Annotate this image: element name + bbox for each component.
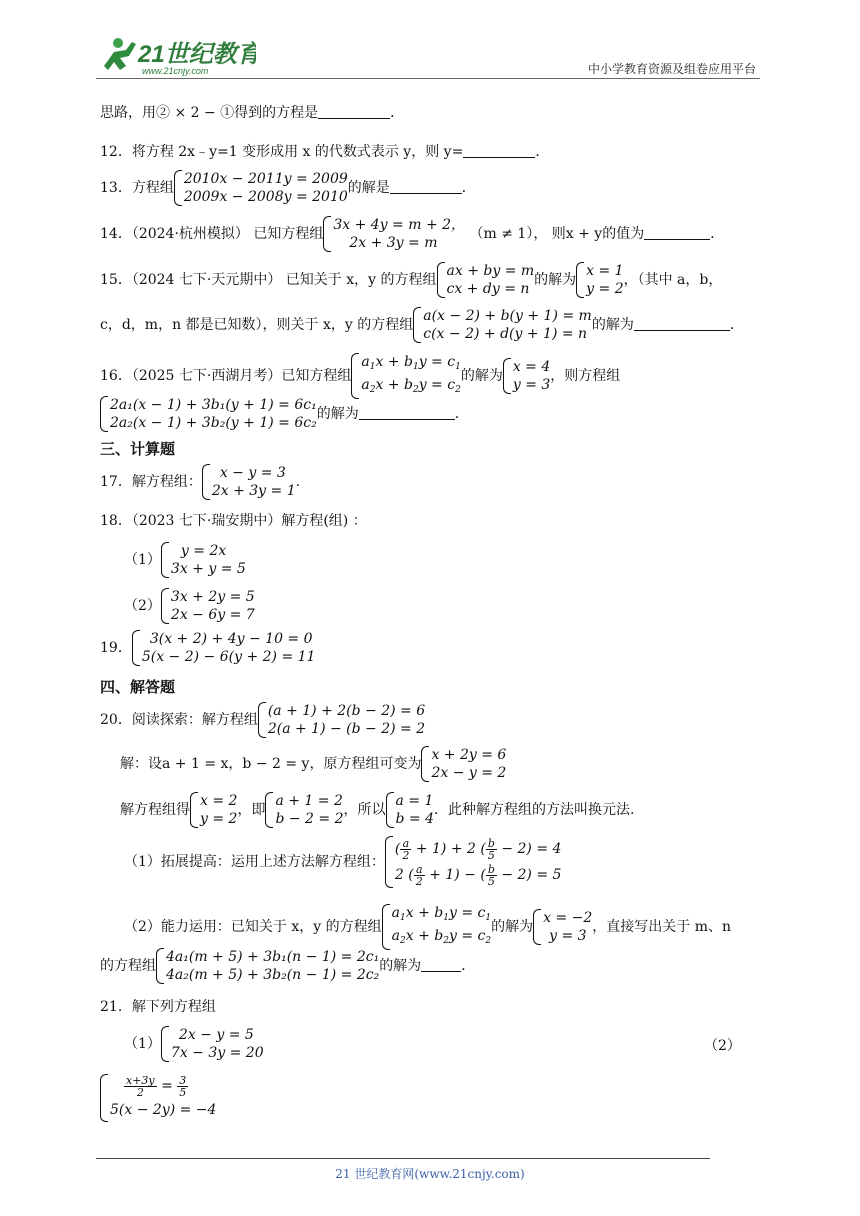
equation-system: 3x + 4y = m + 2， 2x + 3y = m [323, 216, 465, 252]
equation-system: $\frac{x+3y}{2}$ = $\frac{3}{5}$ 5(x − 2y) = −4 [100, 1074, 216, 1122]
q15-line1: 15．（2024 七下·天元期中） 已知关于 x，y 的方程组 ax + by = m cx + dy = n 的解为 x = 1 y = 2 ，（其中 a，b， [100, 263, 723, 297]
logo-url-text: www.21cnjy.com [142, 66, 209, 76]
equation-system: (a + 1) + 2(b − 2) = 6 2(a + 1) − (b − 2) = 2 [258, 702, 425, 738]
equation-system: a(x − 2) + b(y + 1) = m c(x − 2) + d(y + 1) = n [413, 307, 592, 343]
q20-part2-line1: （2）能力运用：已知关于 x，y 的方程组 $a_1x + b_1y = c_1$ $a_2x + b_2y = c_2$ 的解为 x = −2 y = 3 ，直接写出关于 m、n [124, 904, 731, 950]
q21-part2-system [100, 1074, 216, 1122]
equation-system: 2010x − 2011y = 2009 2009x − 2008y = 2010 [174, 170, 348, 206]
answer-blank [421, 958, 461, 972]
equation-system: 3(x + 2) + 4y − 10 = 0 5(x − 2) − 6(y + 2) = 11 [132, 630, 316, 666]
equation-system: $a_1x + b_1y = c_1$ $a_2x + b_2y = c_2$ [351, 353, 460, 399]
logo-main-text: 21世纪教育 [138, 41, 256, 68]
solution-system: x = 4 y = 3 [503, 358, 550, 394]
equation-system: x − y = 3 2x + 3y = 1 [202, 464, 296, 500]
answer-blank [318, 105, 390, 119]
q14: 14．（2024·杭州模拟） 已知方程组 3x + 4y = m + 2， 2x + 3y = m （m ≠ 1）， 则x + y的值为 ． [100, 217, 725, 251]
equation-system: ( $\frac{a}{2}$ + 1) + 2 ( $\frac{b}{5}$ − 2) = 4 2 ( $\frac{a}{2}$ + 1) − ( $\frac{b}{5}$ − 2) = 5 [385, 836, 562, 888]
q20-part1: （1）拓展提高：运用上述方法解方程组： ( $\frac{a}{2}$ + 1) + 2 ( $\frac{b}{5}$ − 2) = 4 2 ( $\frac{a}{2}$ + 1) − ( $\frac{b}{5}$ − 2) = 5 [124, 836, 562, 888]
section-heading: 三、计算题 [100, 440, 176, 458]
q21-part1: （1） 2x − y = 5 7x − 3y = 20 [124, 1027, 264, 1061]
equation-system: 3x + 2y = 5 2x − 6y = 7 [161, 588, 255, 624]
equation-system: 2a₁(x − 1) + 3b₁(y + 1) = 6c₁ 2a₂(x − 1) + 3b₂(y + 1) = 6c₂ [100, 396, 317, 432]
answer-blank [359, 406, 455, 420]
equation-system: ax + by = m cx + dy = n [437, 262, 535, 298]
equation-system: y = 2x 3x + y = 5 [161, 542, 246, 578]
q20-title: 20．阅读探索：解方程组 (a + 1) + 2(b − 2) = 6 2(a + 1) − (b − 2) = 2 [100, 703, 426, 737]
q17: 17．解方程组： x − y = 3 2x + 3y = 1 . [100, 465, 301, 499]
q21-part2-label: （2） [704, 1038, 741, 1054]
answer-blank [644, 226, 710, 240]
equation-system: 2x − y = 5 7x − 3y = 20 [161, 1026, 264, 1062]
runner-logo-icon [96, 36, 256, 78]
q15-line2: c，d，m，n 都是已知数），则关于 x，y 的方程组 a(x − 2) + b(y + 1) = m c(x − 2) + d(y + 1) = n 的解为 ． [100, 308, 744, 342]
solution-system: a = 1 b = 4 [386, 792, 435, 828]
q16-line2: 2a₁(x − 1) + 3b₁(y + 1) = 6c₁ 2a₂(x − 1) + 3b₂(y + 1) = 6c₂ 的解为 ． [100, 396, 469, 432]
q20-solution-line1: 解：设a + 1 = x，b − 2 = y，原方程组可变为 x + 2y = 6 2x − y = 2 [120, 747, 507, 781]
q11-tail: 思路，用② × 2 − ①得到的方程是 ． [100, 105, 405, 121]
equation-system: 4a₁(m + 5) + 3b₁(n − 1) = 2c₁ 4a₂(m + 5) + 3b₂(n − 1) = 2c₂ [156, 948, 379, 984]
equation-system: $a_1x + b_1y = c_1$ $a_2x + b_2y = c_2$ [382, 904, 491, 950]
q20-solution-line2: 解方程组得 x = 2 y = 2 ，即 a + 1 = 2 b − 2 = 2 ，所以 a = 1 b = 4 ．此种解方程组的方法叫换元法. [120, 793, 635, 827]
q12: 12．将方程 2x﹣y=1 变形成用 x 的代数式表示 y，则 y= ． [100, 144, 550, 160]
q20-part2-line2: 的方程组 4a₁(m + 5) + 3b₁(n − 1) = 2c₁ 4a₂(m + 5) + 3b₂(n − 1) = 2c₂ 的解为 ． [100, 949, 476, 983]
q21-title: 21．解下列方程组 [100, 999, 216, 1015]
section-heading: 四、解答题 [100, 678, 176, 696]
answer-blank [390, 180, 462, 194]
q16-line1: 16．（2025 七下·西湖月考）已知方程组 $a_1x + b_1y = c_1$ $a_2x + b_2y = c_2$ 的解为 x = 4 y = 3 ，则方程组 [100, 353, 620, 399]
q13: 13．方程组 2010x − 2011y = 2009 2009x − 2008y = 2010 的解是 ． [100, 171, 476, 205]
solution-system: x = 2 y = 2 [190, 792, 237, 828]
q18-part2: （2） 3x + 2y = 5 2x − 6y = 7 [124, 589, 255, 623]
footer-divider [96, 1158, 710, 1159]
solution-system: a + 1 = 2 b − 2 = 2 [265, 792, 343, 828]
site-logo [96, 36, 256, 76]
equation-system: x + 2y = 6 2x − y = 2 [421, 746, 506, 782]
answer-blank [463, 144, 535, 158]
answer-blank [634, 317, 730, 331]
q18-part1: （1） y = 2x 3x + y = 5 [124, 543, 246, 577]
solution-system: x = 1 y = 2 [576, 262, 623, 298]
footer-source: 21 世纪教育网(www.21cnjy.com) [335, 1167, 525, 1181]
q18-title: 18．（2023 七下·瑞安期中）解方程(组) ： [100, 513, 367, 529]
q19: 19． 3(x + 2) + 4y − 10 = 0 5(x − 2) − 6(y + 2) = 11 [100, 631, 316, 665]
solution-system: x = −2 y = 3 [533, 909, 592, 945]
header-divider [96, 78, 760, 79]
header-platform-title: 中小学教育资源及组卷应用平台 [587, 62, 756, 76]
